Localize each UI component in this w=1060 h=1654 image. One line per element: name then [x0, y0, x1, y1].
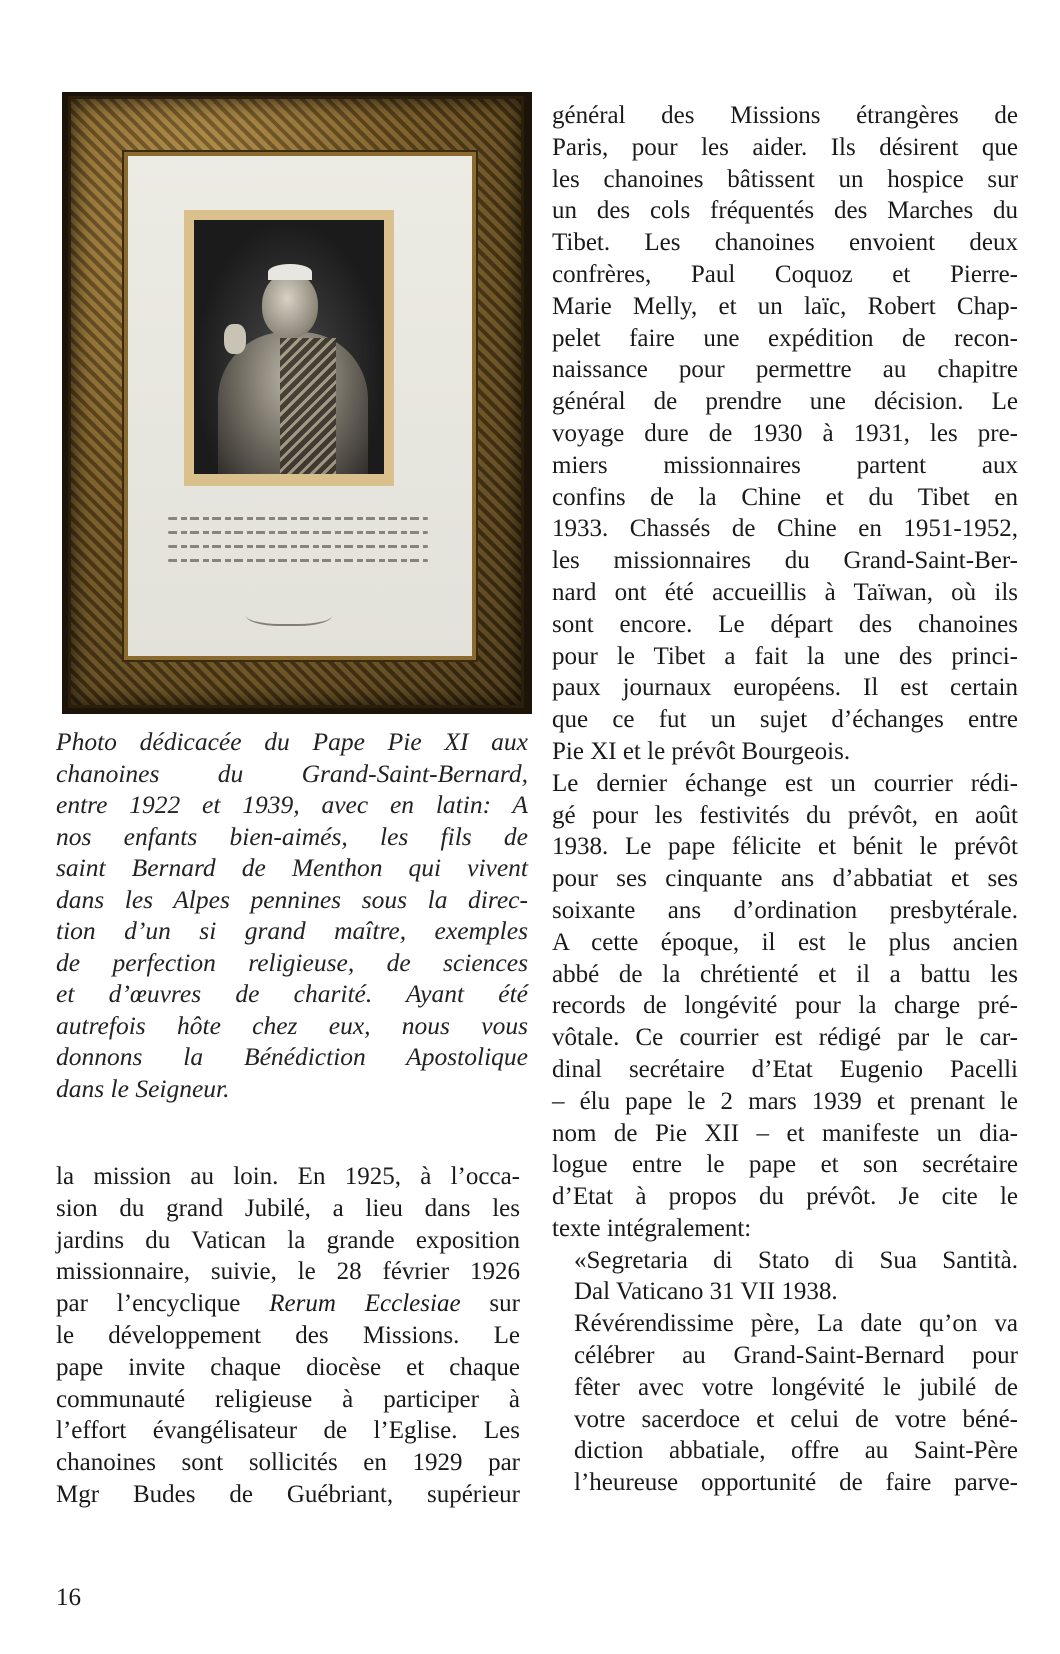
body-line: pelet faire une expédition de recon-: [552, 324, 1018, 352]
body-line: les missionnaires du Grand-Saint-Ber-: [552, 547, 1018, 575]
body-line: texte intégralement:: [552, 1214, 752, 1242]
body-line: le développement des Missions. Le: [56, 1321, 520, 1349]
caption-line: autrefois hôte chez eux, nous vous: [56, 1010, 528, 1040]
quoted-letter-line: «Segretaria di Stato di Sua Santità.: [574, 1246, 1018, 1274]
body-line: les chanoines bâtissent un hospice sur: [552, 165, 1018, 193]
ornate-gilded-frame: [68, 96, 524, 708]
portrait-stole: [280, 338, 336, 474]
body-line: confrères, Paul Coquoz et Pierre-: [552, 260, 1018, 288]
pope-portrait: [194, 220, 384, 474]
quoted-letter-line: diction abbatiale, offre au Saint-Père: [574, 1437, 1018, 1465]
body-text: par l’encyclique: [56, 1290, 270, 1318]
encyclical-title: Rerum Ecclesiae: [269, 1290, 461, 1318]
body-line: la mission au loin. En 1925, à l’occa-: [56, 1163, 520, 1190]
body-line: Pie XI et le prévôt Bourgeois.: [552, 737, 851, 765]
quoted-letter-line: fêter avec votre longévité le jubilé de: [574, 1373, 1018, 1401]
body-line: gé pour les festivités du prévôt, en août: [552, 801, 1018, 829]
body-line: chanoines sont sollicités en 1929 par: [56, 1449, 520, 1477]
body-line: sont encore. Le départ des chanoines: [552, 610, 1018, 638]
body-line: vôtale. Ce courrier est rédigé par le car-: [552, 1024, 1018, 1052]
caption-line: de perfection religieuse, de sciences: [56, 947, 528, 977]
caption-line: et d’œuvres de charité. Ayant été: [56, 979, 528, 1008]
body-line: Marie Melly, et un laïc, Robert Chap-: [552, 292, 1018, 320]
framed-portrait-photo: [62, 92, 532, 714]
body-line: un des cols fréquentés des Marches du: [552, 197, 1018, 225]
body-line: pour ses cinquante ans d’abbatiat et ses: [552, 865, 1018, 893]
body-line: nard ont été accueillis à Taïwan, où ils: [552, 578, 1018, 606]
body-line: pape invite chaque diocèse et chaque: [56, 1353, 520, 1381]
body-line: logue entre le pape et son secrétaire: [552, 1151, 1018, 1179]
body-line: pour le Tibet a fait la une des princi-: [552, 642, 1018, 670]
photo-mat: [184, 210, 394, 486]
body-line: général des Missions étrangères de: [552, 102, 1018, 129]
caption-line: donnons la Bénédiction Apostolique: [56, 1042, 528, 1071]
quoted-letter-line: Révérendissime père, La date qu’on va: [574, 1310, 1018, 1338]
body-line: sion du grand Jubilé, a lieu dans les: [56, 1194, 520, 1222]
caption-line: dans le Seigneur.: [56, 1073, 230, 1103]
body-line: confins de la Chine et du Tibet en: [552, 483, 1018, 511]
body-line: [56, 1288, 520, 1320]
body-line: Mgr Budes de Guébriant, supérieur: [56, 1480, 520, 1508]
body-line: records de longévité pour la charge pré-: [552, 992, 1018, 1020]
quoted-letter-line: votre sacerdoce et celui de votre béné-: [574, 1405, 1018, 1433]
body-line: Le dernier échange est un courrier rédi-: [552, 769, 1018, 797]
quoted-letter-line: Dal Vaticano 31 VII 1938.: [574, 1278, 838, 1306]
body-line: soixante ans d’ordination presbytérale.: [552, 896, 1018, 924]
body-line: jardins du Vatican la grande exposition: [56, 1226, 520, 1254]
body-line: naissance pour permettre au chapitre: [552, 356, 1018, 384]
body-line: 1938. Le pape félicite et bénit le prévôt: [552, 833, 1018, 861]
portrait-figure-head: [262, 272, 318, 338]
body-line: missionnaire, suivie, le 28 février 1926: [56, 1258, 520, 1286]
body-line: voyage dure de 1930 à 1931, les pre-: [552, 419, 1018, 447]
body-line: l’effort évangélisateur de l’Eglise. Les: [56, 1417, 520, 1445]
left-column-text: [56, 1161, 520, 1511]
body-line: miers missionnaires partent aux: [552, 451, 1018, 479]
caption-line: tion d’un si grand maître, exemples: [56, 916, 528, 945]
body-line: que ce fut un sujet d’échanges entre: [552, 706, 1018, 734]
caption-line: Photo dédicacée du Pape Pie XI aux: [56, 727, 528, 756]
body-line: dinal secrétaire d’Etat Eugenio Pacelli: [552, 1055, 1018, 1083]
body-line: communauté religieuse à participer à: [56, 1385, 520, 1413]
body-line: paux journaux européens. Il est certain: [552, 674, 1018, 702]
caption-line: nos enfants bien-aimés, les fils de: [56, 821, 528, 851]
page-number: 16: [56, 1584, 81, 1611]
body-line: abbé de la chrétienté et il a battu les: [552, 960, 1018, 988]
quoted-letter-line: célébrer au Grand-Saint-Bernard pour: [574, 1342, 1018, 1370]
body-line: 1933. Chassés de Chine en 1951-1952,: [552, 515, 1018, 543]
body-line: Paris, pour les aider. Ils désirent que: [552, 133, 1018, 161]
body-line: d’Etat à propos du prévôt. Je cite le: [552, 1183, 1018, 1211]
portrait-raised-hand: [224, 324, 246, 354]
body-text: sur: [460, 1290, 520, 1318]
quoted-letter-line: l’heureuse opportunité de faire parve-: [574, 1469, 1018, 1497]
body-line: A cette époque, il est le plus ancien: [552, 928, 1018, 956]
caption-line: chanoines du Grand-Saint-Bernard,: [56, 758, 528, 788]
portrait-zucchetto: [268, 264, 312, 280]
body-line: – élu pape le 2 mars 1939 et prenant le: [552, 1087, 1018, 1115]
pope-signature: [246, 600, 332, 626]
body-line: Tibet. Les chanoines envoient deux: [552, 229, 1018, 257]
handwritten-dedication: [168, 506, 428, 606]
body-line: nom de Pie XII – et manifeste un dia-: [552, 1119, 1018, 1147]
frame-backing: [124, 152, 476, 660]
caption-line: dans les Alpes pennines sous la direc-: [56, 884, 528, 914]
photo-caption: [56, 726, 528, 1104]
body-line: général de prendre une décision. Le: [552, 388, 1018, 416]
right-column-text: [552, 100, 1018, 1499]
caption-line: saint Bernard de Menthon qui vivent: [56, 853, 528, 882]
caption-line: entre 1922 et 1939, avec en latin: A: [56, 790, 528, 819]
